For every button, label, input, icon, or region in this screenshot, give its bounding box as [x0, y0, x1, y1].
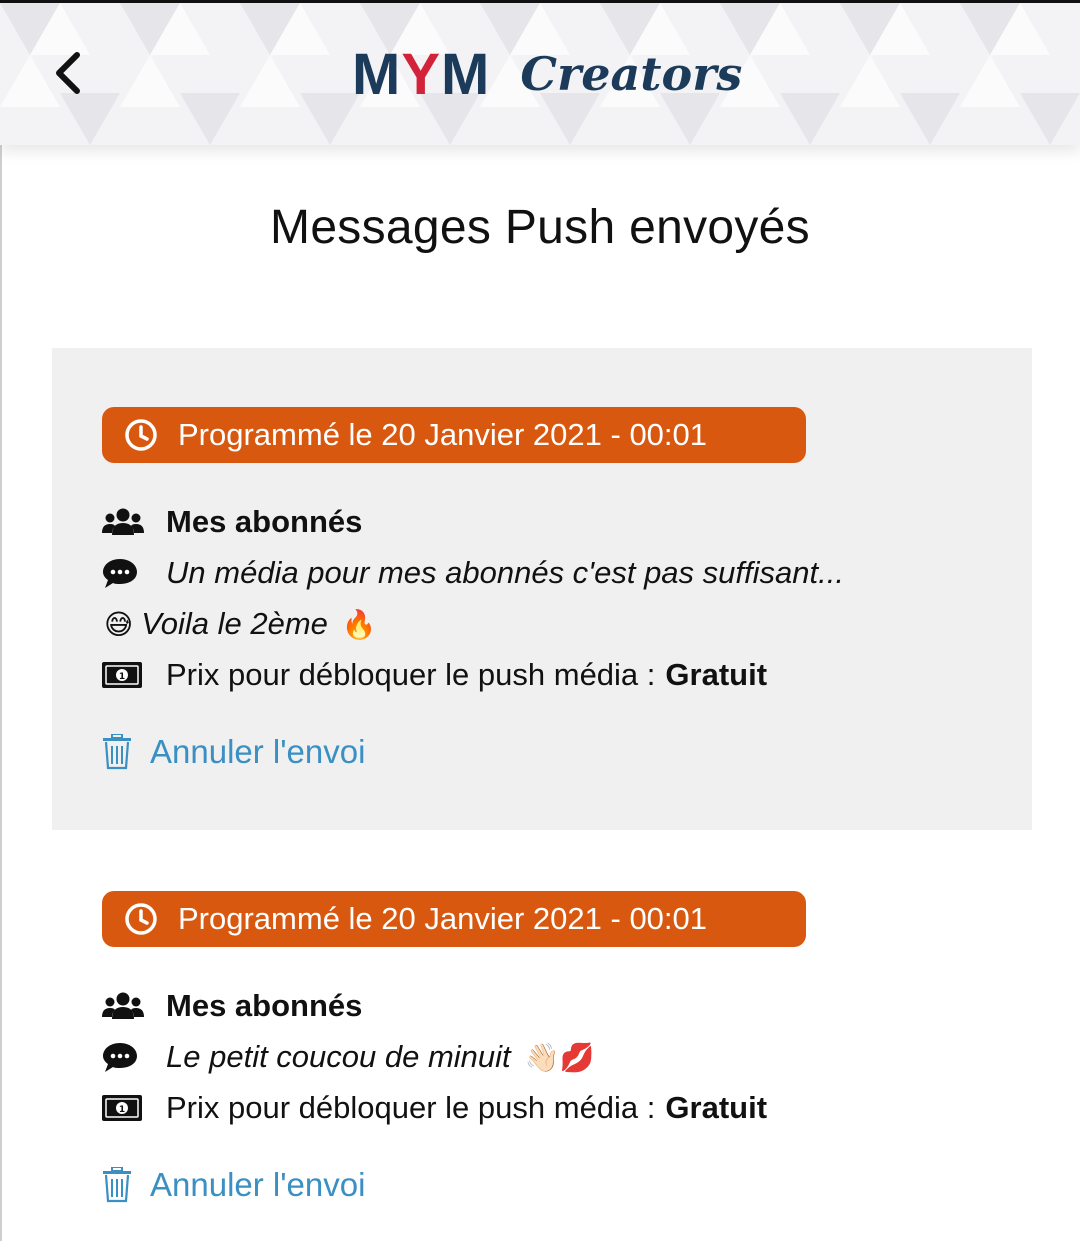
logo-mym: MYM: [352, 41, 491, 107]
scheduled-text: Programmé le 20 Janvier 2021 - 00:01: [178, 901, 708, 936]
chat-icon: [102, 1041, 144, 1073]
app-header: [0, 0, 1080, 145]
clock-icon: [124, 418, 158, 452]
logo-creators: Creators: [520, 47, 743, 101]
price-label: Prix pour débloquer le push média :: [166, 1090, 656, 1125]
frame-edge: [0, 0, 2, 1241]
svg-text:1: 1: [118, 1105, 126, 1115]
trash-icon: [102, 734, 132, 770]
fire-emoji: 🔥: [341, 607, 377, 641]
message-text-row-2: [104, 606, 377, 642]
audience-row: [102, 504, 362, 540]
audience-label: Mes abonnés: [166, 988, 363, 1023]
users-icon: [102, 507, 144, 537]
cancel-send-button[interactable]: [102, 733, 365, 771]
scheduled-badge: [102, 891, 806, 947]
svg-text:1: 1: [118, 672, 126, 682]
page-title: Messages Push envoyés: [270, 201, 810, 254]
cancel-send-button[interactable]: [102, 1166, 365, 1204]
money-bill-icon: [102, 1095, 144, 1121]
sweat-smile-emoji: 😅: [104, 607, 134, 641]
price-row: [102, 657, 767, 693]
price-value: Gratuit: [665, 1090, 768, 1125]
message-text-row: [102, 555, 844, 591]
price-value: Gratuit: [665, 657, 768, 692]
money-bill-icon: [102, 662, 144, 688]
audience-row: [102, 988, 362, 1024]
clock-icon: [124, 902, 158, 936]
scheduled-text: Programmé le 20 Janvier 2021 - 00:01: [178, 417, 708, 452]
push-message-card: [52, 832, 1032, 1241]
mym-creators-logo: [352, 39, 742, 109]
wave-kiss-emoji: 👋🏻💋: [524, 1040, 595, 1074]
audience-label: Mes abonnés: [166, 504, 363, 539]
chat-icon: [102, 557, 144, 589]
message-text-line1: Un média pour mes abonnés c'est pas suffisant...: [166, 555, 844, 590]
back-button[interactable]: [40, 41, 96, 105]
message-text-line2: Voila le 2ème: [141, 606, 328, 641]
chevron-left-icon: [51, 49, 85, 97]
scheduled-badge: [102, 407, 806, 463]
cancel-send-label: Annuler l'envoi: [150, 1166, 366, 1203]
price-label: Prix pour débloquer le push média :: [166, 657, 656, 692]
push-message-card: [52, 348, 1032, 830]
price-row: [102, 1090, 767, 1126]
message-text-line1: Le petit coucou de minuit: [166, 1039, 511, 1074]
message-text-row: [102, 1039, 594, 1075]
cancel-send-label: Annuler l'envoi: [150, 733, 366, 770]
users-icon: [102, 991, 144, 1021]
trash-icon: [102, 1167, 132, 1203]
